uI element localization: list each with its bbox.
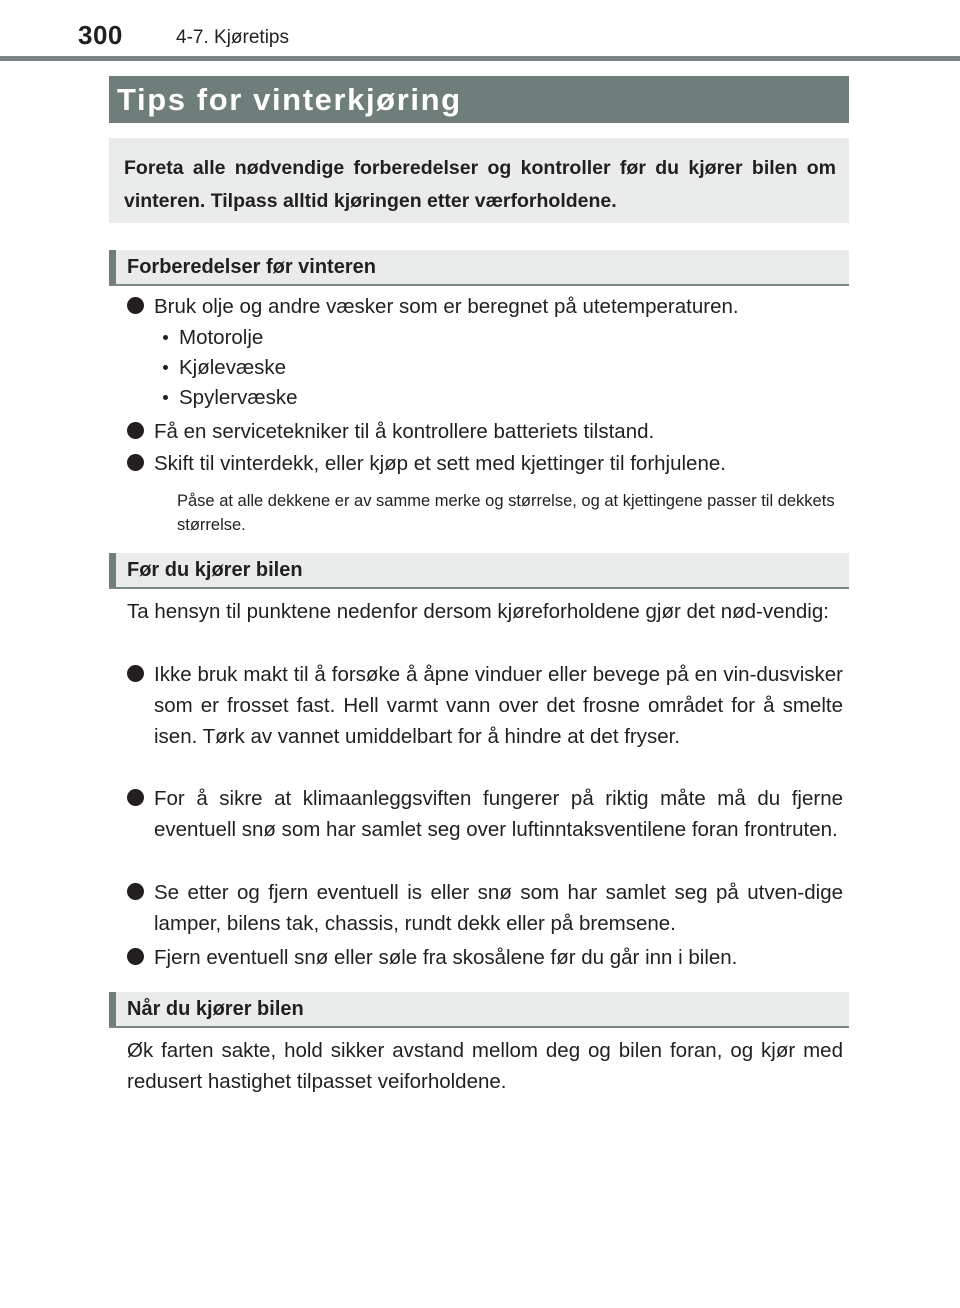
section-heading-while-driving: [109, 992, 849, 1028]
list-item: [127, 291, 843, 322]
section-intro-text: Ta hensyn til punktene nedenfor dersom kjøreforholdene gjør det nød-vendig:: [127, 600, 829, 623]
bullet-icon: [127, 422, 144, 439]
bullet-icon: [127, 789, 144, 806]
bullet-icon: [127, 948, 144, 965]
sub-bullet-icon: [163, 395, 168, 400]
page-title-bar: [109, 76, 849, 123]
section-heading-text: Forberedelser før vinteren: [127, 256, 376, 278]
list-item: [127, 448, 843, 479]
sub-list-item-text: Kjølevæske: [179, 356, 287, 379]
sub-list-item: [155, 383, 298, 413]
intro-text: Foreta alle nødvendige forberedelser og kontroller før du kjører bilen om vinteren. Tilpass alltid kjøringen etter værforholdene.: [124, 157, 836, 212]
section-reference: 4-7. Kjøretips: [176, 27, 289, 48]
sub-list-item: [155, 353, 286, 383]
bullet-icon: [127, 665, 144, 682]
sub-list-item-text: Spylervæske: [179, 386, 298, 409]
bullet-icon: [127, 297, 144, 314]
page-header: [0, 0, 960, 62]
section-heading-before-driving: [109, 553, 849, 589]
sub-bullet-icon: [163, 335, 168, 340]
sub-bullet-icon: [163, 365, 168, 370]
list-item-text: Bruk olje og andre væsker som er beregnet på utetemperaturen.: [154, 295, 739, 318]
list-item-text: Ikke bruk makt til å forsøke å åpne vinduer eller bevege på en vin-dusvisker som er frosset fast. Hell varmt vann over det frosne området for å smelte isen. Tørk av vannet umiddelbart for å hindre at det fryser.: [154, 663, 843, 748]
list-item: [127, 942, 843, 973]
sub-list-item: [155, 323, 263, 353]
page-title: Tips for vinterkjøring: [117, 82, 462, 117]
list-item: [127, 416, 843, 447]
list-item-text: Skift til vinterdekk, eller kjøp et sett med kjettinger til forhjulene.: [154, 452, 726, 475]
list-item: [127, 659, 843, 752]
page-number: 300: [78, 20, 123, 50]
sub-list-item-text: Motorolje: [179, 326, 264, 349]
bullet-icon: [127, 454, 144, 471]
bullet-icon: [127, 883, 144, 900]
header-divider: [0, 56, 960, 61]
list-item: [127, 877, 843, 939]
section-heading-preparation: [109, 250, 849, 286]
section-body-text: Øk farten sakte, hold sikker avstand mellom deg og bilen foran, og kjør med redusert hastighet tilpasset veiforholdene.: [127, 1039, 843, 1093]
list-item-text: Fjern eventuell snø eller søle fra skosålene før du går inn i bilen.: [154, 946, 738, 969]
section-heading-text: Før du kjører bilen: [127, 559, 303, 581]
intro-box: [109, 138, 849, 223]
list-item-text: Se etter og fjern eventuell is eller snø som har samlet seg på utven-dige lamper, bilens tak, chassis, rundt dekk eller på bremsene.: [154, 881, 843, 935]
list-item-text: For å sikre at klimaanleggsviften fungerer på riktig måte må du fjerne eventuell snø som har samlet seg over luftinntaksventilene foran frontruten.: [154, 787, 843, 841]
list-item-text: Få en servicetekniker til å kontrollere batteriets tilstand.: [154, 420, 655, 443]
note-text: Påse at alle dekkene er av samme merke og størrelse, og at kjettingene passer til dekkets størrelse.: [177, 492, 835, 534]
section-heading-text: Når du kjører bilen: [127, 998, 304, 1020]
list-item: [127, 783, 843, 845]
